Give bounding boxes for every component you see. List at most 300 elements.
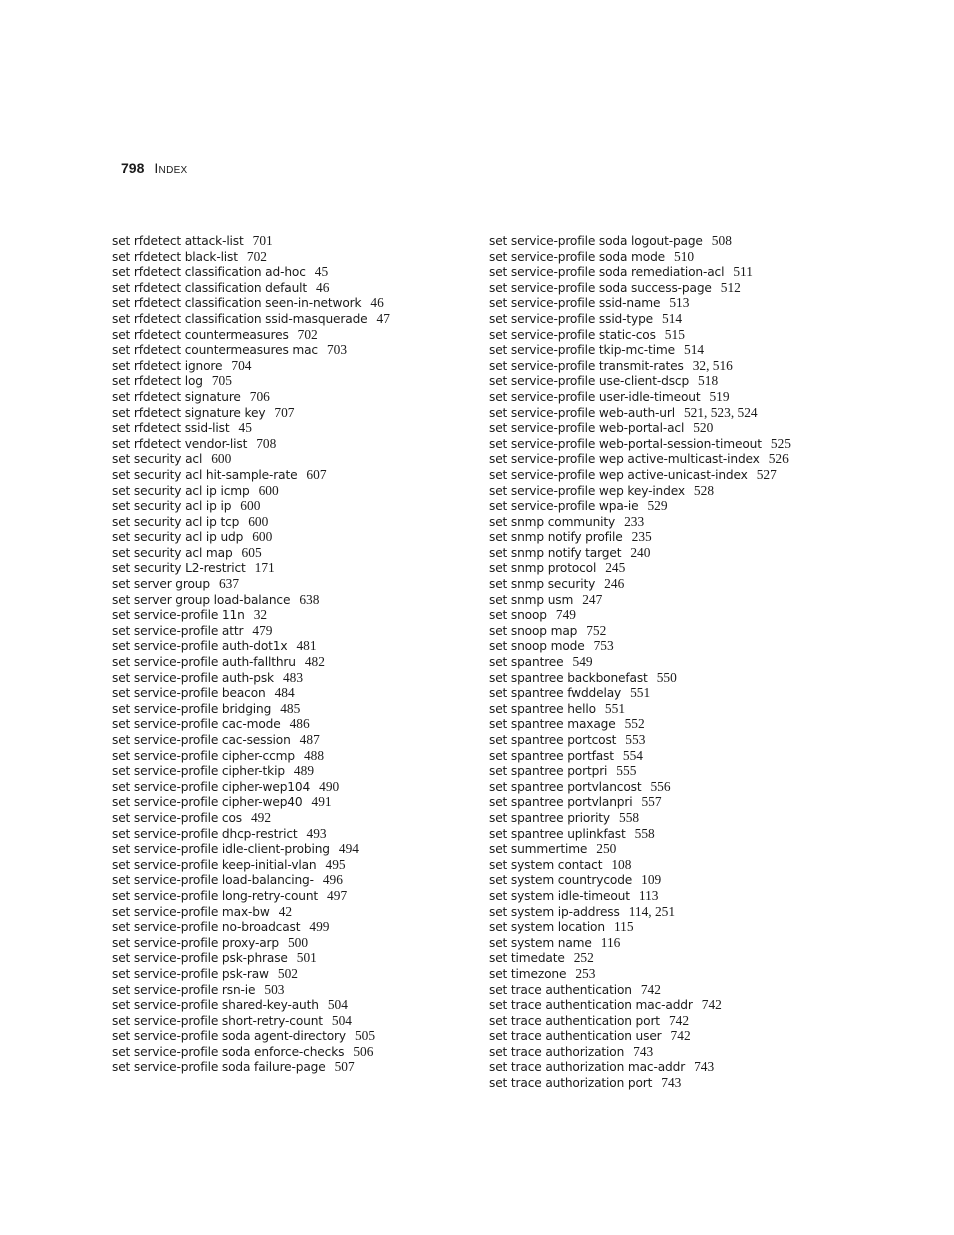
index-entry bbox=[489, 467, 819, 483]
index-term: set system location bbox=[489, 920, 605, 935]
index-entry bbox=[489, 264, 819, 280]
index-term: set system ip-address bbox=[489, 904, 620, 919]
index-term: set spantree bbox=[489, 655, 564, 670]
index-term: set trace authorization mac-addr bbox=[489, 1060, 686, 1075]
index-entry bbox=[112, 966, 442, 982]
index-entry bbox=[489, 966, 819, 982]
index-entry bbox=[489, 1028, 819, 1044]
index-term: set rfdetect countermeasures bbox=[112, 327, 289, 342]
index-page-ref: 742 bbox=[701, 997, 722, 1013]
index-page-ref: 702 bbox=[297, 326, 318, 342]
index-entry bbox=[112, 233, 442, 249]
index-entry bbox=[489, 919, 819, 935]
index-entry bbox=[489, 529, 819, 545]
index-term: set security acl bbox=[112, 452, 203, 467]
index-page-ref: 171 bbox=[254, 560, 275, 576]
index-page-ref: 513 bbox=[669, 295, 690, 311]
index-entry bbox=[112, 607, 442, 623]
index-page-ref: 515 bbox=[664, 326, 685, 342]
index-entry bbox=[489, 841, 819, 857]
index-entry bbox=[112, 280, 442, 296]
index-term: set service-profile auth-psk bbox=[112, 670, 274, 685]
index-entry bbox=[112, 405, 442, 421]
index-entry bbox=[489, 638, 819, 654]
index-entry bbox=[112, 997, 442, 1013]
index-term: set service-profile rsn-ie bbox=[112, 982, 256, 997]
index-term: set service-profile soda remediation-acl bbox=[489, 265, 725, 280]
index-entry bbox=[112, 670, 442, 686]
index-entry bbox=[112, 638, 442, 654]
index-column-left bbox=[112, 233, 442, 1075]
index-page-ref: 519 bbox=[709, 388, 730, 404]
index-page-ref: 600 bbox=[211, 451, 232, 467]
index-term: set service-profile psk-phrase bbox=[112, 951, 288, 966]
index-term: set service-profile cipher-wep40 bbox=[112, 795, 303, 810]
index-term: set rfdetect classification default bbox=[112, 280, 308, 295]
index-entry bbox=[489, 623, 819, 639]
index-term: set service-profile soda logout-page bbox=[489, 234, 703, 248]
index-term: set snmp notify target bbox=[489, 545, 622, 560]
index-page-ref: 703 bbox=[326, 342, 348, 358]
index-page-ref: 481 bbox=[296, 638, 317, 654]
index-page-ref: 600 bbox=[240, 498, 261, 514]
index-term: set rfdetect log bbox=[112, 374, 203, 389]
index-page-ref: 506 bbox=[353, 1043, 374, 1059]
index-term: set server group load-balance bbox=[112, 592, 291, 607]
index-page-ref: 479 bbox=[252, 622, 273, 638]
index-page-ref: 495 bbox=[325, 856, 346, 872]
index-entry bbox=[489, 483, 819, 499]
index-term: set service-profile attr bbox=[112, 623, 244, 638]
index-page-ref: 600 bbox=[258, 482, 279, 498]
index-page-ref: 233 bbox=[624, 513, 645, 529]
index-entry bbox=[489, 857, 819, 873]
index-page-ref: 497 bbox=[327, 887, 348, 903]
index-term: set service-profile dhcp-restrict bbox=[112, 826, 298, 841]
index-page-ref: 553 bbox=[625, 732, 646, 747]
index-entry bbox=[112, 919, 442, 935]
index-term: set snoop bbox=[489, 608, 547, 623]
index-entry bbox=[489, 872, 819, 888]
index-entry bbox=[489, 280, 819, 296]
index-term: set rfdetect classification ad-hoc bbox=[112, 265, 306, 280]
index-page-ref: 742 bbox=[640, 981, 661, 997]
index-page-ref: 558 bbox=[634, 825, 655, 841]
index-entry bbox=[489, 373, 819, 389]
index-entry bbox=[489, 826, 819, 842]
index-entry bbox=[489, 654, 819, 670]
index-term: set service-profile static-cos bbox=[489, 327, 656, 342]
index-term: set trace authentication port bbox=[489, 1013, 660, 1028]
index-page-ref: 490 bbox=[319, 778, 340, 794]
index-entry bbox=[489, 436, 819, 452]
index-entry bbox=[489, 997, 819, 1013]
index-page-ref: 488 bbox=[303, 747, 325, 763]
index-page-ref: 245 bbox=[605, 560, 626, 576]
index-entry bbox=[112, 779, 442, 795]
index-page-ref: 253 bbox=[575, 965, 596, 981]
index-page-ref: 600 bbox=[248, 513, 269, 529]
index-term: set security acl ip icmp bbox=[112, 483, 250, 498]
index-page-ref: 484 bbox=[274, 685, 295, 701]
index-entry bbox=[112, 794, 442, 810]
index-term: set spantree hello bbox=[489, 701, 596, 716]
index-page-ref: 514 bbox=[684, 342, 705, 358]
index-term: set service-profile cipher-ccmp bbox=[112, 748, 295, 763]
index-term: set system contact bbox=[489, 857, 603, 872]
index-page-ref: 753 bbox=[593, 638, 614, 654]
index-term: set service-profile cac-session bbox=[112, 733, 291, 747]
index-page-ref: 520 bbox=[693, 420, 714, 436]
index-entry bbox=[112, 545, 442, 561]
index-page-ref: 512 bbox=[720, 279, 741, 295]
index-page-ref: 607 bbox=[306, 466, 327, 482]
index-entry bbox=[489, 1075, 819, 1091]
index-term: set trace authorization port bbox=[489, 1076, 653, 1091]
index-term: set service-profile beacon bbox=[112, 686, 266, 701]
index-entry bbox=[112, 1044, 442, 1060]
index-entry bbox=[112, 857, 442, 873]
index-page-ref: 706 bbox=[249, 388, 270, 404]
index-term: set trace authentication user bbox=[489, 1029, 662, 1044]
index-term: set service-profile cipher-wep104 bbox=[112, 779, 311, 794]
index-page-ref: 496 bbox=[322, 872, 343, 888]
index-term: set service-profile psk-raw bbox=[112, 966, 269, 981]
index-term: set service-profile wpa-ie bbox=[489, 499, 639, 514]
index-page-ref: 485 bbox=[280, 700, 301, 716]
index-term: set service-profile long-retry-count bbox=[112, 888, 319, 903]
index-entry bbox=[112, 514, 442, 530]
index-page-ref: 487 bbox=[299, 732, 320, 747]
index-page-ref: 482 bbox=[304, 654, 325, 670]
index-term: set snoop mode bbox=[489, 639, 585, 654]
index-entry bbox=[489, 420, 819, 436]
index-term: set security acl ip udp bbox=[112, 530, 244, 545]
index-page-ref: 510 bbox=[674, 248, 695, 264]
index-term: set rfdetect countermeasures mac bbox=[112, 343, 318, 358]
index-page-ref: 501 bbox=[296, 950, 317, 966]
index-page-ref: 742 bbox=[668, 1012, 690, 1028]
index-entry bbox=[112, 1013, 442, 1029]
index-entry bbox=[112, 826, 442, 842]
index-term: set service-profile wep active-unicast-index bbox=[489, 467, 748, 482]
index-entry bbox=[112, 623, 442, 639]
index-entry bbox=[112, 295, 442, 311]
index-page-ref: 247 bbox=[582, 591, 603, 607]
index-page-ref: 550 bbox=[656, 669, 677, 685]
index-page-ref: 502 bbox=[277, 965, 298, 981]
index-term: set service-profile web-auth-url bbox=[489, 405, 675, 420]
index-entry bbox=[489, 389, 819, 405]
index-term: set spantree uplinkfast bbox=[489, 826, 626, 841]
index-term: set snoop map bbox=[489, 623, 578, 638]
index-entry bbox=[112, 685, 442, 701]
index-term: set rfdetect signature bbox=[112, 389, 241, 404]
index-entry bbox=[112, 592, 442, 608]
index-entry bbox=[112, 748, 442, 764]
index-term: set service-profile soda failure-page bbox=[112, 1060, 326, 1075]
index-entry bbox=[112, 560, 442, 576]
index-term: set service-profile load-balancing- bbox=[112, 873, 314, 888]
index-entry bbox=[489, 685, 819, 701]
index-entry bbox=[112, 888, 442, 904]
index-page-ref: 701 bbox=[252, 233, 273, 248]
index-entry bbox=[112, 982, 442, 998]
index-term: set service-profile cac-mode bbox=[112, 717, 281, 732]
index-entry bbox=[489, 560, 819, 576]
index-page-ref: 708 bbox=[256, 435, 277, 451]
page-number: 798 bbox=[121, 160, 145, 176]
index-term: set service-profile soda success-page bbox=[489, 280, 712, 295]
index-term: set security acl map bbox=[112, 545, 233, 560]
index-term: set rfdetect black-list bbox=[112, 249, 238, 264]
index-term: set service-profile ssid-type bbox=[489, 311, 654, 326]
index-term: set snmp usm bbox=[489, 592, 574, 607]
index-page-ref: 637 bbox=[218, 576, 240, 592]
index-page-ref: 116 bbox=[600, 934, 621, 950]
index-term: set service-profile wep active-multicast-index bbox=[489, 452, 760, 467]
index-entry bbox=[489, 498, 819, 514]
index-page-ref: 109 bbox=[641, 872, 662, 888]
index-entry bbox=[112, 311, 442, 327]
index-term: set service-profile wep key-index bbox=[489, 483, 685, 498]
index-term: set service-profile ssid-name bbox=[489, 296, 661, 311]
index-term: set rfdetect signature key bbox=[112, 405, 266, 420]
index-term: set security acl hit-sample-rate bbox=[112, 467, 298, 482]
index-entry bbox=[489, 311, 819, 327]
index-entry bbox=[489, 701, 819, 717]
index-term: set spantree portcost bbox=[489, 733, 617, 747]
index-page-ref: 108 bbox=[611, 856, 632, 872]
index-entry bbox=[489, 451, 819, 467]
index-page-ref: 42 bbox=[278, 903, 293, 919]
index-page-ref: 529 bbox=[647, 498, 668, 514]
index-entry bbox=[112, 389, 442, 405]
index-term: set trace authorization bbox=[489, 1044, 625, 1059]
index-page-ref: 605 bbox=[241, 544, 262, 560]
index-entry bbox=[112, 264, 442, 280]
index-entry bbox=[112, 904, 442, 920]
index-term: set rfdetect vendor-list bbox=[112, 436, 248, 451]
index-term: set service-profile keep-initial-vlan bbox=[112, 857, 317, 872]
index-term: set service-profile auth-dot1x bbox=[112, 639, 288, 654]
index-term: set service-profile cipher-tkip bbox=[112, 764, 285, 779]
index-term: set service-profile max-bw bbox=[112, 904, 270, 919]
index-entry bbox=[112, 327, 442, 343]
index-page-ref: 504 bbox=[327, 997, 348, 1013]
index-page-ref: 525 bbox=[770, 435, 791, 451]
index-term: set rfdetect ssid-list bbox=[112, 421, 230, 436]
index-page-ref: 557 bbox=[641, 794, 662, 810]
index-page-ref: 503 bbox=[264, 981, 285, 997]
index-page-ref: 638 bbox=[299, 591, 320, 607]
index-term: set service-profile 11n bbox=[112, 608, 245, 623]
index-page-ref: 527 bbox=[756, 466, 777, 482]
index-page-ref: 705 bbox=[211, 373, 232, 389]
index-entry bbox=[112, 654, 442, 670]
index-term: set service-profile cos bbox=[112, 810, 242, 825]
index-column-right bbox=[489, 233, 819, 1091]
index-page-ref: 558 bbox=[619, 809, 640, 825]
index-term: set service-profile auth-fallthru bbox=[112, 655, 296, 670]
index-term: set service-profile soda enforce-checks bbox=[112, 1044, 345, 1059]
index-page-ref: 551 bbox=[630, 685, 651, 701]
index-term: set service-profile idle-client-probing bbox=[112, 842, 330, 857]
index-entry bbox=[489, 576, 819, 592]
index-entry bbox=[112, 576, 442, 592]
index-term: set service-profile short-retry-count bbox=[112, 1013, 323, 1028]
index-page-ref: 518 bbox=[698, 373, 719, 389]
index-page-ref: 492 bbox=[250, 809, 272, 825]
index-page-ref: 549 bbox=[572, 654, 593, 670]
index-term: set service-profile no-broadcast bbox=[112, 920, 301, 935]
index-term: set summertime bbox=[489, 842, 588, 857]
index-entry bbox=[112, 483, 442, 499]
index-page-ref: 508 bbox=[711, 233, 732, 248]
index-page-ref: 46 bbox=[316, 279, 330, 295]
index-page-ref: 494 bbox=[338, 841, 359, 857]
index-page-ref: 489 bbox=[293, 763, 315, 779]
index-page-ref: 511 bbox=[733, 264, 753, 280]
index-term: set service-profile proxy-arp bbox=[112, 935, 279, 950]
index-term: set service-profile bridging bbox=[112, 701, 272, 716]
index-entry bbox=[489, 904, 819, 920]
index-term: set security L2-restrict bbox=[112, 561, 246, 576]
index-term: set rfdetect classification ssid-masquerade bbox=[112, 311, 368, 326]
index-entry bbox=[489, 545, 819, 561]
index-page-ref: 491 bbox=[311, 794, 332, 810]
index-entry bbox=[112, 701, 442, 717]
index-page-ref: 505 bbox=[354, 1028, 376, 1044]
index-term: set system name bbox=[489, 935, 592, 950]
index-page-ref: 554 bbox=[622, 747, 643, 763]
index-page-ref: 552 bbox=[624, 716, 645, 732]
index-page-ref: 47 bbox=[376, 310, 390, 326]
index-entry bbox=[489, 982, 819, 998]
index-term: set service-profile soda agent-directory bbox=[112, 1029, 346, 1044]
index-entry bbox=[112, 716, 442, 732]
index-entry bbox=[112, 950, 442, 966]
index-entry bbox=[489, 327, 819, 343]
index-term: set service-profile soda mode bbox=[489, 249, 666, 264]
index-entry bbox=[112, 436, 442, 452]
index-term: set service-profile transmit-rates bbox=[489, 358, 684, 373]
index-page-ref: 526 bbox=[768, 451, 789, 467]
index-page-ref: 707 bbox=[274, 404, 295, 420]
index-page-ref: 250 bbox=[596, 841, 617, 857]
section-title: Index bbox=[154, 160, 188, 176]
index-entry bbox=[489, 592, 819, 608]
index-page-ref: 493 bbox=[306, 825, 327, 841]
index-entry bbox=[112, 1059, 442, 1075]
index-page-ref: 246 bbox=[604, 576, 625, 592]
index-page-ref: 743 bbox=[694, 1059, 715, 1075]
index-term: set system idle-timeout bbox=[489, 888, 630, 903]
index-term: set spantree fwddelay bbox=[489, 686, 622, 701]
index-term: set rfdetect attack-list bbox=[112, 234, 244, 248]
index-entry bbox=[489, 935, 819, 951]
index-page-ref: 486 bbox=[289, 716, 310, 732]
index-page-ref: 702 bbox=[246, 248, 267, 264]
index-entry bbox=[112, 529, 442, 545]
index-entry bbox=[489, 794, 819, 810]
index-term: set service-profile shared-key-auth bbox=[112, 998, 319, 1013]
index-entry bbox=[112, 763, 442, 779]
index-term: set snmp notify profile bbox=[489, 530, 623, 545]
index-term: set rfdetect classification seen-in-network bbox=[112, 296, 362, 311]
page-header bbox=[121, 160, 188, 176]
index-page-ref: 240 bbox=[630, 544, 651, 560]
index-page-ref: 743 bbox=[633, 1043, 654, 1059]
index-entry bbox=[489, 670, 819, 686]
index-page-ref: 742 bbox=[670, 1028, 691, 1044]
index-term: set security acl ip ip bbox=[112, 499, 232, 514]
index-page-ref: 32, 516 bbox=[692, 357, 733, 373]
index-entry bbox=[489, 249, 819, 265]
index-entry bbox=[112, 249, 442, 265]
index-entry bbox=[489, 716, 819, 732]
index-entry bbox=[489, 1059, 819, 1075]
index-page-ref: 521, 523, 524 bbox=[683, 404, 758, 420]
index-entry bbox=[112, 732, 442, 748]
index-entry bbox=[112, 810, 442, 826]
index-page-ref: 749 bbox=[555, 607, 576, 623]
index-term: set spantree maxage bbox=[489, 717, 616, 732]
index-page-ref: 551 bbox=[604, 700, 626, 716]
index-page-ref: 743 bbox=[661, 1075, 682, 1091]
index-term: set spantree backbonefast bbox=[489, 670, 648, 685]
index-term: set service-profile web-portal-acl bbox=[489, 421, 685, 436]
index-entry bbox=[489, 888, 819, 904]
index-term: set spantree portvlancost bbox=[489, 779, 642, 794]
index-page-ref: 235 bbox=[631, 529, 652, 545]
index-entry bbox=[112, 467, 442, 483]
index-term: set spantree portfast bbox=[489, 748, 614, 763]
index-page-ref: 500 bbox=[287, 934, 309, 950]
index-page-ref: 252 bbox=[573, 950, 594, 966]
index-entry bbox=[489, 732, 819, 748]
index-entry bbox=[489, 950, 819, 966]
index-term: set spantree portpri bbox=[489, 764, 608, 779]
index-entry bbox=[489, 358, 819, 374]
index-term: set service-profile tkip-mc-time bbox=[489, 343, 675, 358]
index-page-ref: 45 bbox=[238, 420, 252, 436]
index-term: set service-profile use-client-dscp bbox=[489, 374, 690, 389]
index-page-ref: 32 bbox=[253, 607, 268, 623]
index-term: set rfdetect ignore bbox=[112, 358, 223, 373]
index-entry bbox=[489, 748, 819, 764]
index-entry bbox=[489, 295, 819, 311]
index-term: set trace authentication mac-addr bbox=[489, 998, 693, 1013]
index-entry bbox=[112, 451, 442, 467]
index-term: set timezone bbox=[489, 966, 567, 981]
index-entry bbox=[112, 373, 442, 389]
index-term: set system countrycode bbox=[489, 873, 633, 888]
index-page-ref: 555 bbox=[616, 763, 637, 779]
index-entry bbox=[489, 1013, 819, 1029]
index-page-ref: 499 bbox=[309, 919, 330, 935]
index-entry bbox=[112, 935, 442, 951]
index-page-ref: 556 bbox=[650, 778, 671, 794]
index-entry bbox=[489, 514, 819, 530]
index-page-ref: 483 bbox=[282, 669, 304, 685]
index-page-ref: 115 bbox=[613, 919, 634, 935]
index-entry bbox=[489, 405, 819, 421]
index-term: set timedate bbox=[489, 951, 565, 966]
index-entry bbox=[112, 841, 442, 857]
index-term: set server group bbox=[112, 577, 210, 592]
index-term: set snmp protocol bbox=[489, 561, 597, 576]
